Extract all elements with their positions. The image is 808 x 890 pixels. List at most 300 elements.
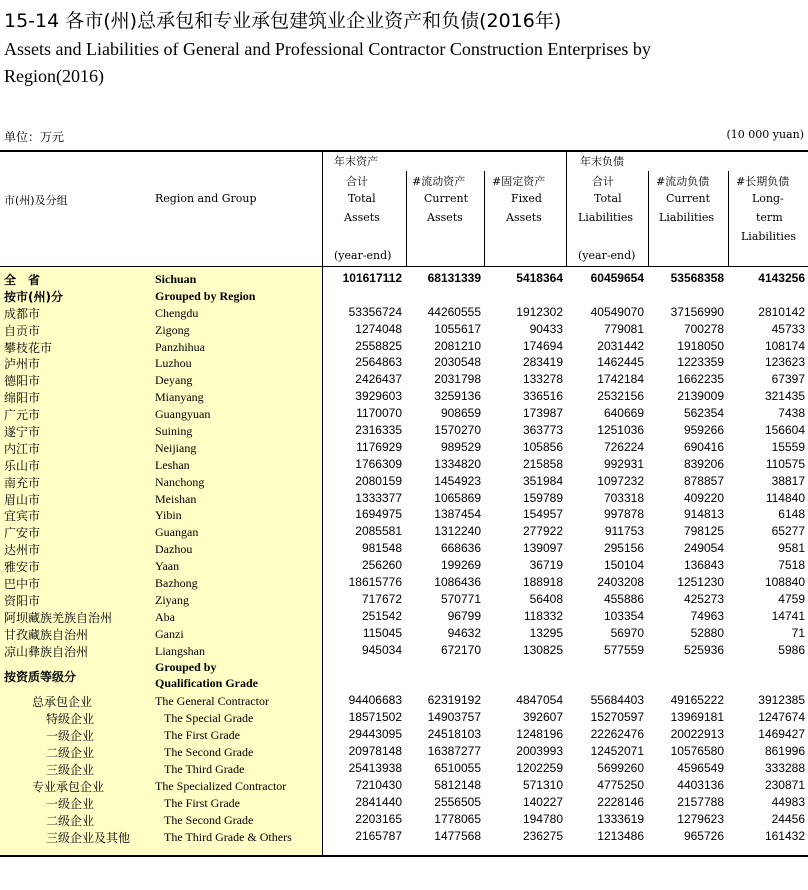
row-label-en: Neijiang — [155, 440, 197, 455]
cell-value: 2203165 — [355, 811, 402, 826]
row-label-cn: 二级企业 — [46, 746, 95, 761]
row-label-en: Grouped by Region — [155, 288, 256, 303]
row-label-cn: 乐山市 — [4, 458, 41, 473]
cell-value: 6148 — [778, 507, 805, 522]
table-row — [0, 389, 808, 406]
cell-value: 1248196 — [516, 727, 563, 742]
cell-value: 1279623 — [677, 811, 724, 826]
row-label-en: Grouped by — [155, 660, 217, 675]
row-label-cn: 特级企业 — [46, 712, 95, 727]
table-row — [0, 457, 808, 474]
unit-label-en: (10 000 yuan) — [726, 128, 804, 141]
header-total-assets-en2: Assets — [344, 211, 380, 224]
header-total-liab-cn: 合计 — [592, 175, 614, 188]
header-liab-group: 年末负债 — [580, 155, 624, 168]
header-total-liab-en2: Liabilities — [578, 211, 634, 224]
cell-value: 2139009 — [677, 389, 724, 404]
cell-value: 333288 — [764, 761, 805, 776]
row-label-en: Luzhou — [155, 356, 192, 371]
cell-value: 2085581 — [355, 524, 402, 539]
row-label-en: Yibin — [155, 508, 182, 523]
cell-value: 2228146 — [597, 794, 644, 809]
cell-value: 1387454 — [434, 507, 481, 522]
header-current-liab-cn: #流动负债 — [656, 175, 710, 188]
row-label-en: Meishan — [155, 491, 197, 506]
row-label-en: Aba — [155, 609, 175, 624]
row-label-cn: 德阳市 — [4, 374, 41, 389]
cell-value: 911753 — [604, 524, 644, 539]
table-row — [0, 372, 808, 389]
cell-value: 2558825 — [355, 338, 402, 353]
cell-value: 4403136 — [677, 777, 724, 792]
cell-value: 4143256 — [758, 271, 805, 285]
cell-value: 108840 — [764, 575, 805, 590]
table-header — [0, 150, 808, 266]
cell-value: 1333377 — [355, 490, 402, 505]
cell-value: 861996 — [764, 744, 805, 759]
row-label-cn: 凉山彝族自治州 — [4, 644, 89, 659]
cell-value: 336516 — [522, 389, 563, 404]
row-label-en: The Second Grade — [164, 745, 254, 760]
table-row — [0, 710, 808, 727]
cell-value: 4847054 — [516, 693, 563, 708]
cell-value: 249054 — [683, 541, 724, 556]
row-label-en: The Third Grade & Others — [164, 829, 292, 844]
header-divider — [484, 171, 485, 266]
cell-value: 230871 — [764, 777, 805, 792]
cell-value: 1065869 — [434, 490, 481, 505]
cell-value: 18571502 — [348, 710, 402, 725]
cell-value: 56408 — [529, 591, 563, 606]
header-current-liab-en2: Liabilities — [659, 211, 715, 224]
cell-value: 9581 — [778, 541, 805, 556]
row-label-en: The Second Grade — [164, 812, 254, 827]
cell-value: 283419 — [522, 355, 563, 370]
row-label-en: Suining — [155, 424, 193, 439]
cell-value: 2556505 — [434, 794, 481, 809]
row-label-cn: 内江市 — [4, 441, 41, 456]
cell-value: 409220 — [683, 490, 724, 505]
cell-value: 1312240 — [434, 524, 481, 539]
cell-value: 173987 — [522, 406, 563, 421]
cell-value: 52880 — [690, 625, 724, 640]
row-label-en: Mianyang — [155, 390, 204, 405]
cell-value: 1912302 — [516, 304, 563, 319]
cell-value: 114840 — [765, 490, 805, 505]
cell-value: 25413938 — [348, 761, 402, 776]
row-label-cn: 总承包企业 — [32, 695, 93, 710]
row-label-en: The General Contractor — [155, 694, 269, 709]
table-row — [0, 355, 808, 372]
cell-value: 1251230 — [677, 575, 724, 590]
table-row — [0, 795, 808, 812]
row-label-cn: 按资质等级分 — [4, 670, 77, 685]
row-label-cn: 泸州市 — [4, 357, 41, 372]
row-label-en: The Specialized Contractor — [155, 778, 287, 793]
row-label-en-line2: Qualification Grade — [155, 676, 258, 691]
cell-value: 5699260 — [597, 761, 644, 776]
row-label-cn: 雅安市 — [4, 560, 41, 575]
cell-value: 22262476 — [590, 727, 644, 742]
cell-value: 1778065 — [434, 811, 481, 826]
cell-value: 251542 — [361, 608, 402, 623]
table-row — [0, 693, 808, 710]
cell-value: 640669 — [603, 406, 644, 421]
cell-value: 1334820 — [434, 456, 481, 471]
cell-value: 1097232 — [597, 473, 644, 488]
row-label-en: Ganzi — [155, 626, 184, 641]
row-label-cn: 专业承包企业 — [32, 779, 105, 794]
header-divider — [322, 150, 323, 266]
table-row — [0, 524, 808, 541]
cell-value: 105856 — [522, 439, 563, 454]
cell-value: 5986 — [778, 642, 805, 657]
table-row — [0, 626, 808, 643]
cell-value: 2031798 — [434, 372, 481, 387]
cell-value: 53568358 — [670, 271, 724, 285]
cell-value: 3912385 — [758, 693, 805, 708]
table-row — [0, 339, 808, 356]
cell-value: 7210430 — [355, 777, 402, 792]
header-longterm-liab-en3: Liabilities — [741, 230, 797, 243]
cell-value: 2030548 — [434, 355, 481, 370]
cell-value: 1086436 — [434, 575, 481, 590]
cell-value: 779081 — [603, 321, 644, 336]
page-title-en: Assets and Liabilities of General and Professional Contractor Construction Enterprises by Region(2016) — [4, 39, 651, 86]
cell-value: 37156990 — [670, 304, 724, 319]
header-total-assets-cn: 合计 — [346, 175, 368, 188]
row-label-cn: 绵阳市 — [4, 391, 41, 406]
cell-value: 455886 — [603, 591, 644, 606]
cell-value: 295156 — [603, 541, 644, 556]
row-label-cn: 三级企业 — [46, 763, 95, 778]
cell-value: 139097 — [522, 541, 563, 556]
cell-value: 525936 — [683, 642, 724, 657]
row-label-en: Sichuan — [155, 272, 197, 286]
cell-value: 981548 — [361, 541, 402, 556]
cell-value: 277922 — [522, 524, 563, 539]
cell-value: 40549070 — [590, 304, 644, 319]
table-row — [0, 271, 808, 288]
row-label-cn: 阿坝藏族羌族自治州 — [4, 610, 113, 625]
cell-value: 570771 — [440, 591, 481, 606]
cell-value: 700278 — [683, 321, 724, 336]
cell-value: 154957 — [522, 507, 563, 522]
table-row — [0, 592, 808, 609]
cell-value: 2031442 — [597, 338, 644, 353]
table-row — [0, 829, 808, 846]
header-region-cn: 市(州)及分组 — [4, 194, 68, 207]
cell-value: 115045 — [362, 625, 402, 640]
cell-value: 2081210 — [434, 338, 481, 353]
cell-value: 1176929 — [356, 439, 402, 454]
cell-value: 6510055 — [434, 761, 481, 776]
row-label-cn: 三级企业及其他 — [46, 830, 131, 845]
cell-value: 123623 — [764, 355, 805, 370]
table-row — [0, 322, 808, 339]
cell-value: 2810142 — [758, 304, 805, 319]
cell-value: 62319192 — [427, 693, 481, 708]
header-fixed-assets-cn: #固定资产 — [492, 175, 546, 188]
row-label-cn: 全 省 — [4, 273, 41, 287]
row-label-en: Guangan — [155, 525, 199, 540]
unit-label-cn: 单位：万元 — [4, 130, 65, 144]
table-row — [0, 406, 808, 423]
row-label-cn: 按市(州)分 — [4, 289, 63, 304]
table-row — [0, 575, 808, 592]
cell-value: 1454923 — [434, 473, 481, 488]
cell-value: 156604 — [764, 423, 805, 438]
cell-value: 150104 — [603, 558, 644, 573]
cell-value: 726224 — [603, 439, 644, 454]
cell-value: 74963 — [690, 608, 724, 623]
cell-value: 2564863 — [355, 355, 402, 370]
table-row — [0, 491, 808, 508]
cell-value: 15270597 — [590, 710, 644, 725]
row-label-en: Liangshan — [155, 643, 205, 658]
cell-value: 56970 — [610, 625, 644, 640]
cell-value: 71 — [791, 625, 805, 640]
cell-value: 392607 — [522, 710, 563, 725]
header-longterm-liab-cn: #长期负债 — [736, 175, 790, 188]
cell-value: 1477568 — [434, 828, 481, 843]
cell-value: 188918 — [522, 575, 563, 590]
cell-value: 562354 — [683, 406, 724, 421]
table-row — [0, 440, 808, 457]
row-label-cn: 一级企业 — [46, 796, 95, 811]
cell-value: 24518103 — [427, 727, 481, 742]
row-label-en: Nanchong — [155, 474, 205, 489]
cell-value: 101617112 — [342, 271, 402, 285]
cell-value: 3259136 — [434, 389, 481, 404]
cell-value: 174694 — [522, 338, 563, 353]
cell-value: 1742184 — [597, 372, 644, 387]
row-label-en: Bazhong — [155, 576, 198, 591]
row-label-en: The First Grade — [164, 795, 240, 810]
cell-value: 215858 — [522, 456, 563, 471]
header-total-assets-en1: Total — [348, 192, 376, 205]
cell-value: 20022913 — [670, 727, 724, 742]
row-label-en: Deyang — [155, 373, 193, 388]
row-label-en: Leshan — [155, 457, 190, 472]
row-label-cn: 广安市 — [4, 526, 41, 541]
cell-value: 4759 — [778, 591, 805, 606]
cell-value: 703318 — [603, 490, 644, 505]
row-label-cn: 遂宁市 — [4, 425, 41, 440]
cell-value: 133278 — [522, 372, 563, 387]
cell-value: 798125 — [683, 524, 724, 539]
cell-value: 130825 — [522, 642, 563, 657]
cell-value: 1694975 — [355, 507, 402, 522]
cell-value: 914813 — [683, 507, 724, 522]
table-row — [0, 288, 808, 305]
row-label-cn: 自贡市 — [4, 323, 41, 338]
row-label-en: Ziyang — [155, 592, 189, 607]
cell-value: 12452071 — [590, 744, 644, 759]
row-label-cn: 成都市 — [4, 306, 41, 321]
cell-value: 13969181 — [670, 710, 724, 725]
header-longterm-liab-en2: term — [756, 211, 783, 224]
row-label-en: The Third Grade — [164, 762, 245, 777]
cell-value: 67397 — [771, 372, 805, 387]
cell-value: 55684403 — [590, 693, 644, 708]
cell-value: 1247674 — [758, 710, 805, 725]
header-longterm-liab-en1: Long- — [752, 192, 784, 205]
cell-value: 96799 — [447, 608, 481, 623]
cell-value: 24456 — [771, 811, 805, 826]
table-row — [0, 305, 808, 322]
row-label-cn: 资阳市 — [4, 593, 41, 608]
cell-value: 1469427 — [758, 727, 805, 742]
cell-value: 10576580 — [670, 744, 724, 759]
cell-value: 997878 — [603, 507, 644, 522]
cell-value: 959266 — [683, 423, 724, 438]
cell-value: 159789 — [522, 490, 563, 505]
table-row — [0, 474, 808, 491]
table-row — [0, 541, 808, 558]
cell-value: 363773 — [522, 423, 563, 438]
table-row — [0, 659, 808, 693]
row-label-en: The Special Grade — [164, 711, 254, 726]
cell-value: 15559 — [771, 439, 805, 454]
header-divider — [648, 171, 649, 266]
cell-value: 199269 — [440, 558, 481, 573]
header-current-assets-en1: Current — [424, 192, 469, 205]
cell-value: 992931 — [603, 456, 644, 471]
row-label-en: Guangyuan — [155, 407, 211, 422]
cell-value: 3929603 — [355, 389, 402, 404]
cell-value: 194780 — [522, 811, 563, 826]
cell-value: 110575 — [765, 456, 805, 471]
page-title-cn: 15-14 各市(州)总承包和专业承包建筑业企业资产和负债(2016年) — [4, 10, 562, 32]
cell-value: 1055617 — [434, 321, 481, 336]
row-label-en: Panzhihua — [155, 339, 205, 354]
table-row — [0, 558, 808, 575]
cell-value: 1333619 — [597, 811, 644, 826]
header-fixed-assets-en2: Assets — [506, 211, 542, 224]
header-total-liab-en1: Total — [594, 192, 622, 205]
cell-value: 18615776 — [348, 575, 402, 590]
cell-value: 690416 — [683, 439, 724, 454]
row-label-cn: 攀枝花市 — [4, 340, 53, 355]
cell-value: 351984 — [522, 473, 563, 488]
header-divider — [406, 171, 407, 266]
header-year-end-liab: (year-end) — [578, 249, 636, 262]
cell-value: 7438 — [778, 406, 805, 421]
header-assets-group: 年末资产 — [334, 155, 378, 168]
cell-value: 577559 — [603, 642, 644, 657]
cell-value: 2532156 — [597, 389, 644, 404]
table-row — [0, 761, 808, 778]
cell-value: 2426437 — [355, 372, 402, 387]
row-label-en: The First Grade — [164, 728, 240, 743]
cell-value: 2403208 — [597, 575, 644, 590]
table-row — [0, 778, 808, 795]
cell-value: 1213486 — [597, 828, 644, 843]
table-body — [0, 271, 808, 846]
cell-value: 5812148 — [434, 777, 481, 792]
cell-value: 4596549 — [677, 761, 724, 776]
cell-value: 90433 — [529, 321, 563, 336]
row-label-en: Chengdu — [155, 305, 199, 320]
cell-value: 44983 — [771, 794, 805, 809]
cell-value: 2841440 — [355, 794, 402, 809]
cell-value: 717672 — [361, 591, 402, 606]
table-row — [0, 609, 808, 626]
row-label-cn: 一级企业 — [46, 729, 95, 744]
cell-value: 1170070 — [356, 406, 402, 421]
row-label-cn: 眉山市 — [4, 492, 41, 507]
cell-value: 16387277 — [427, 744, 481, 759]
cell-value: 236275 — [522, 828, 563, 843]
table-row — [0, 744, 808, 761]
cell-value: 7518 — [778, 558, 805, 573]
row-label-cn: 南充市 — [4, 475, 41, 490]
cell-value: 38817 — [771, 473, 805, 488]
cell-value: 668636 — [440, 541, 481, 556]
row-label-en: Dazhou — [155, 542, 193, 557]
cell-value: 94632 — [447, 625, 481, 640]
cell-value: 1570270 — [434, 423, 481, 438]
cell-value: 672170 — [440, 642, 481, 657]
row-label-en: Zigong — [155, 322, 190, 337]
cell-value: 1202259 — [516, 761, 563, 776]
cell-value: 136843 — [683, 558, 724, 573]
cell-value: 2157788 — [677, 794, 724, 809]
row-label-cn: 甘孜藏族自治州 — [4, 627, 89, 642]
row-label-cn: 宜宾市 — [4, 509, 41, 524]
cell-value: 20978148 — [348, 744, 402, 759]
table-row — [0, 727, 808, 744]
cell-value: 908659 — [440, 406, 481, 421]
cell-value: 878857 — [683, 473, 724, 488]
cell-value: 14903757 — [427, 710, 481, 725]
cell-value: 65277 — [771, 524, 805, 539]
cell-value: 839206 — [683, 456, 724, 471]
cell-value: 1462445 — [597, 355, 644, 370]
table-row — [0, 643, 808, 660]
table-row — [0, 423, 808, 440]
cell-value: 965726 — [683, 828, 724, 843]
cell-value: 14741 — [771, 608, 805, 623]
cell-value: 1662235 — [677, 372, 724, 387]
cell-value: 118332 — [523, 608, 563, 623]
cell-value: 5418364 — [516, 271, 563, 285]
header-current-assets-cn: #流动资产 — [412, 175, 466, 188]
row-label-cn: 巴中市 — [4, 577, 41, 592]
cell-value: 571310 — [522, 777, 563, 792]
cell-value: 1274048 — [355, 321, 402, 336]
cell-value: 321435 — [764, 389, 805, 404]
cell-value: 945034 — [361, 642, 402, 657]
cell-value: 1918050 — [677, 338, 724, 353]
cell-value: 2003993 — [516, 744, 563, 759]
table-row — [0, 812, 808, 829]
cell-value: 29443095 — [348, 727, 402, 742]
cell-value: 103354 — [603, 608, 644, 623]
header-year-end-assets: (year-end) — [334, 249, 392, 262]
cell-value: 4775250 — [597, 777, 644, 792]
table-bottom-rule — [0, 855, 808, 857]
header-region-en: Region and Group — [155, 192, 257, 205]
row-label-en: Yaan — [155, 559, 180, 574]
header-current-liab-en1: Current — [666, 192, 711, 205]
cell-value: 44260555 — [427, 304, 481, 319]
row-label-cn: 达州市 — [4, 543, 41, 558]
row-label-cn: 二级企业 — [46, 813, 95, 828]
cell-value: 94406683 — [348, 693, 402, 708]
cell-value: 68131339 — [427, 271, 481, 285]
